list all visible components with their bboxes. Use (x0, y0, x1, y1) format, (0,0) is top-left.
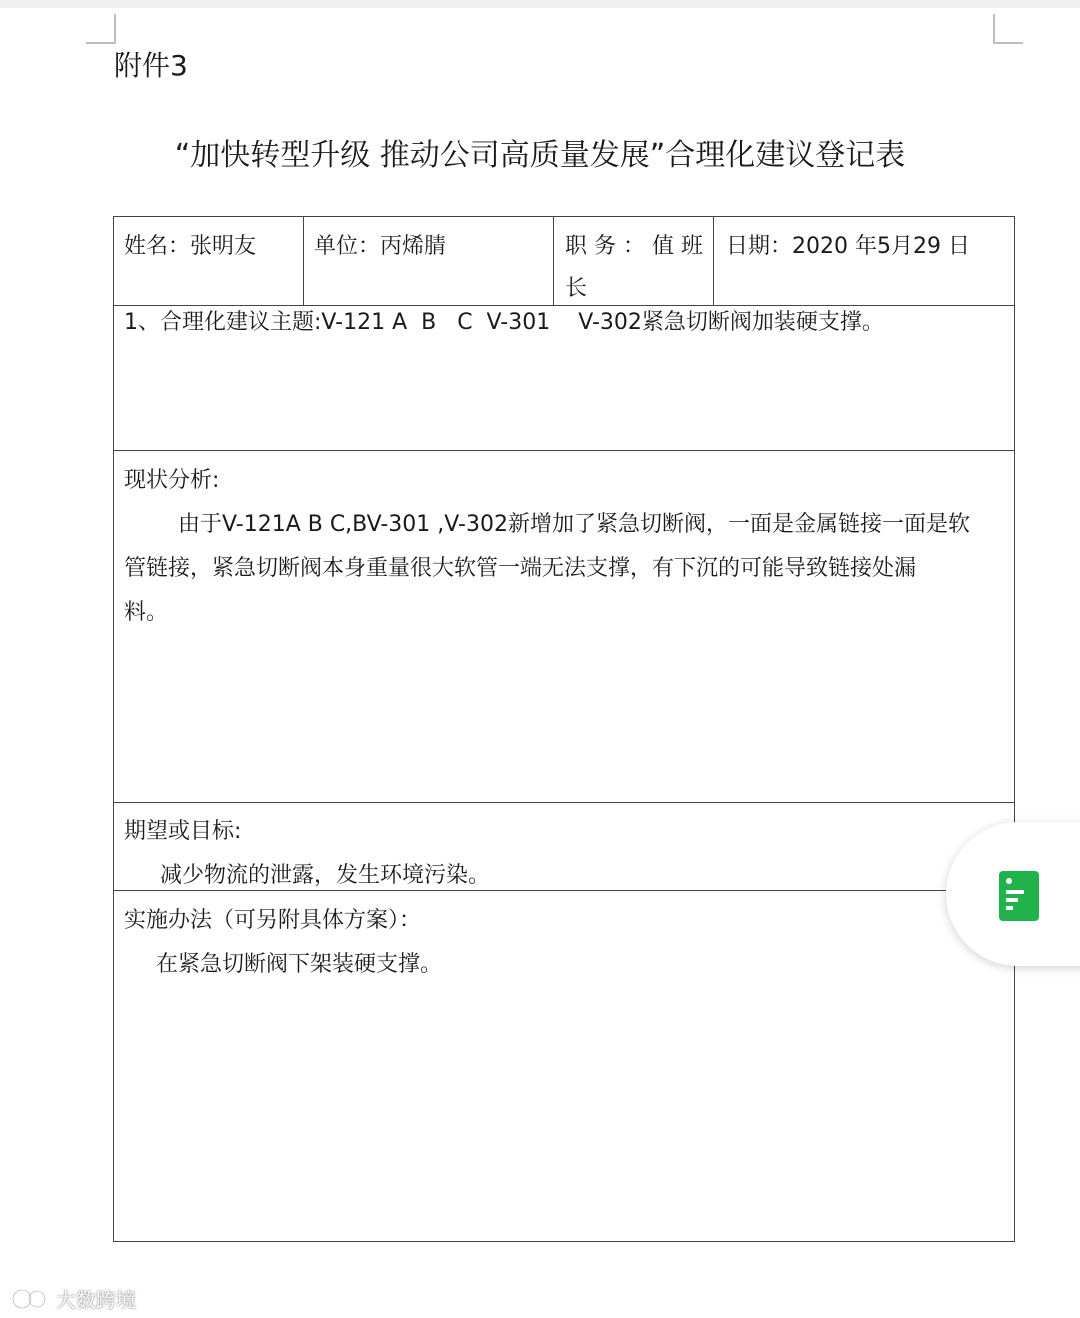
top-bar (0, 0, 1080, 8)
analysis-section (124, 459, 1004, 635)
page-corner-mark-left (86, 14, 116, 44)
analysis-text-line: 管链接，紧急切断阀本身重量很大软管一端无法支撑，有下沉的可能导致链接处漏 (124, 556, 917, 581)
analysis-text-line: 由于V-121A B C,BV-301 ,V-302新增加了紧急切断阀，一面是金属链接一面是软 (178, 512, 970, 537)
date-cell: 日期：2020 年5月29 日 (726, 234, 970, 259)
name-cell: 姓名：张明友 (124, 234, 257, 259)
floating-document-button[interactable] (946, 822, 1080, 966)
watermark-logo-icon (10, 1287, 50, 1311)
divider (114, 450, 1014, 451)
method-text: 在紧急切断阀下架装硬支撑。 (156, 952, 443, 977)
divider (303, 217, 304, 305)
position-cell-line2: 长 (565, 276, 588, 301)
unit-cell: 单位：丙烯腈 (314, 234, 447, 259)
analysis-text-line: 料。 (124, 600, 169, 625)
position-cell-line1: 职 务 ： 值 班 (565, 234, 703, 259)
document-icon (998, 870, 1040, 922)
goal-text: 减少物流的泄露，发生环境污染。 (160, 863, 491, 888)
attachment-label: 附件3 (114, 49, 188, 82)
document-title: “加快转型升级 推动公司高质量发展”合理化建议登记表 (174, 138, 906, 173)
divider (713, 217, 714, 305)
divider (553, 217, 554, 305)
registration-form (113, 216, 1015, 1242)
goal-heading: 期望或目标: (124, 819, 242, 844)
suggestion-topic: 1、合理化建议主题:V-121 A B C V-301 V-302紧急切断阀加装硬支撑。 (124, 310, 884, 335)
analysis-heading: 现状分析: (124, 468, 220, 493)
method-heading: 实施办法（可另附具体方案）： (124, 908, 422, 933)
divider (114, 802, 1014, 803)
watermark (10, 1284, 136, 1313)
watermark-text: 大数跨境 (56, 1288, 136, 1312)
page-corner-mark-right (993, 14, 1023, 44)
